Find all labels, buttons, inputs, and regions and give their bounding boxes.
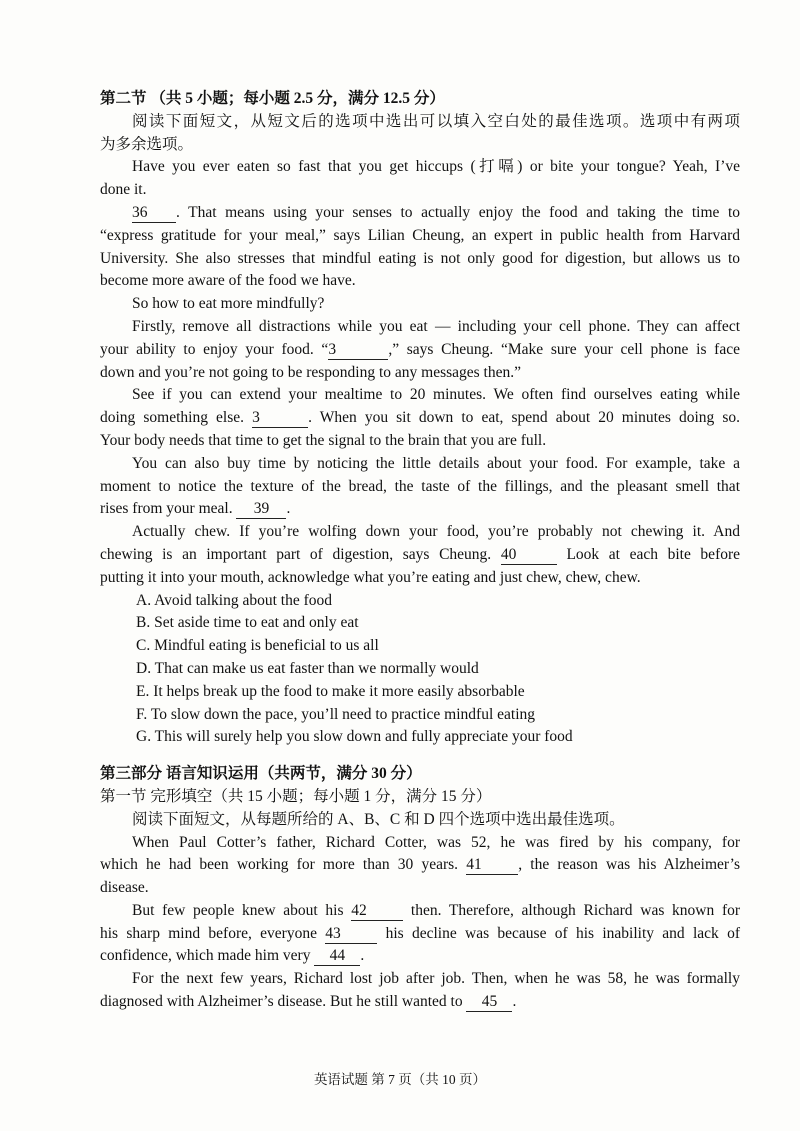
passage-line: rises from your meal. 39 .	[100, 500, 291, 518]
option-g: G. This will surely help you slow down and fully appreciate your food	[136, 728, 573, 746]
option-c: C. Mindful eating is beneficial to us all	[136, 637, 379, 655]
section2-instructions-cont: 为多余选项。	[100, 135, 194, 153]
passage-line: done it.	[100, 181, 147, 199]
option-f: F. To slow down the pace, you’ll need to practice mindful eating	[136, 705, 535, 723]
passage-line: putting it into your mouth, acknowledge what you’re eating and just chew, chew, chew.	[100, 568, 641, 586]
blank-38: 3	[252, 409, 308, 428]
part3-heading: 第三部分 语言知识运用（共两节，满分 30 分）	[100, 765, 422, 783]
passage-line: become more aware of the food we have.	[100, 272, 356, 290]
passage-line: Have you ever eaten so fast that you get hiccups (打嗝) or bite your tongue? Yeah, I’ve	[132, 158, 740, 176]
cloze-line: confidence, which made him very 44 .	[100, 947, 365, 965]
passage-line: “express gratitude for your meal,” says Lilian Cheung, an expert in public health from Harvard	[100, 226, 740, 244]
passage-line: your ability to enjoy your food. “3 ,” says Cheung. “Make sure your cell phone is face	[100, 340, 740, 358]
blank-44: 44	[314, 947, 360, 966]
passage-line: down and you’re not going to be responding to any messages then.”	[100, 363, 521, 381]
passage-line: Actually chew. If you’re wolfing down your food, you’re probably not chewing it. And	[132, 523, 740, 541]
page-footer: 英语试题 第 7 页（共 10 页）	[313, 1072, 487, 1087]
section2-heading: 第二节 （共 5 小题；每小题 2.5 分，满分 12.5 分）	[100, 90, 445, 107]
cloze-line: diagnosed with Alzheimer’s disease. But he still wanted to 45 .	[100, 993, 517, 1011]
cloze-line: For the next few years, Richard lost job after job. Then, when he was 58, he was formally	[132, 970, 740, 988]
passage-line: See if you can extend your mealtime to 20 minutes. We often find ourselves eating while	[132, 386, 740, 404]
passage-line: moment to notice the texture of the bread, the taste of the fillings, and the pleasant smell that	[100, 477, 740, 495]
cloze-line: which he had been working for more than 30 years. 41 , the reason was his Alzheimer’s	[100, 856, 741, 874]
passage-line: doing something else. 3 . When you sit down to eat, spend about 20 minutes doing so.	[100, 409, 740, 427]
option-a: A. Avoid talking about the food	[136, 591, 333, 609]
passage-line: So how to eat more mindfully?	[132, 295, 325, 313]
blank-36: 36	[132, 204, 176, 223]
passage-line: University. She also stresses that mindful eating is not only good for digestion, but allows us to	[100, 249, 740, 267]
cloze-line: When Paul Cotter’s father, Richard Cotter, was 52, he was fired by his company, for	[132, 833, 740, 851]
part3-subheading: 第一节 完形填空（共 15 小题；每小题 1 分，满分 15 分）	[100, 787, 492, 805]
blank-40: 40	[501, 546, 557, 565]
blank-39: 39	[236, 500, 286, 519]
option-b: B. Set aside time to eat and only eat	[136, 614, 359, 632]
cloze-line: his sharp mind before, everyone 43 his decline was because of his inability and lack of	[100, 924, 740, 942]
blank-41: 41	[466, 856, 518, 875]
passage-line: 36 . That means using your senses to actually enjoy the food and taking the time to	[132, 203, 740, 221]
cloze-line: disease.	[100, 879, 149, 897]
blank-43: 43	[325, 925, 377, 944]
blank-37: 3	[328, 341, 388, 360]
passage-line: chewing is an important part of digestion, says Cheung. 40 Look at each bite before	[100, 545, 741, 563]
part3-instructions: 阅读下面短文，从每题所给的 A、B、C 和 D 四个选项中选出最佳选项。	[132, 810, 625, 828]
exam-page	[100, 88, 740, 1014]
blank-45: 45	[466, 993, 512, 1012]
passage-line: Firstly, remove all distractions while you eat — including your cell phone. They can affect	[132, 317, 740, 335]
passage-line: Your body needs that time to get the signal to the brain that you are full.	[100, 431, 547, 449]
option-d: D. That can make us eat faster than we normally would	[136, 659, 479, 677]
cloze-line: But few people knew about his 42 then. Therefore, although Richard was known for	[132, 901, 741, 919]
option-e: E. It helps break up the food to make it more easily absorbable	[136, 682, 525, 700]
passage-line: You can also buy time by noticing the little details about your food. For example, take a	[132, 454, 740, 472]
section2-instructions: 阅读下面短文，从短文后的选项中选出可以填入空白处的最佳选项。选项中有两项	[132, 112, 740, 130]
blank-42: 42	[351, 902, 403, 921]
